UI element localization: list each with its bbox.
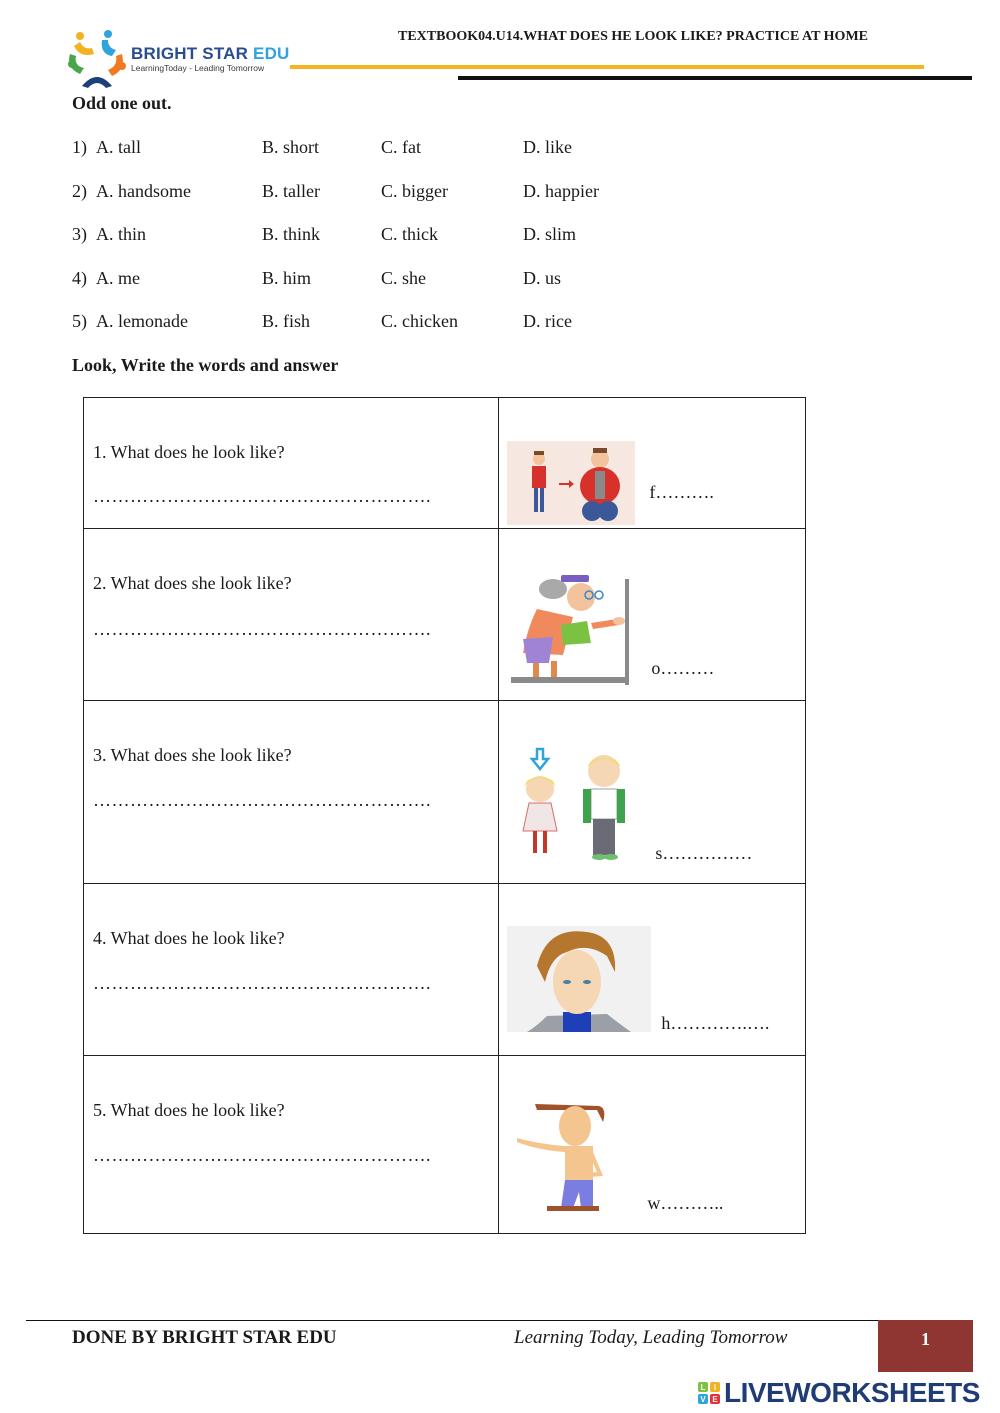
answer-line[interactable]: ………………………………………………. <box>93 790 431 810</box>
option-b[interactable]: B. fish <box>262 311 311 331</box>
footer-motto: Learning Today, Leading Tomorrow <box>514 1327 788 1348</box>
badge-letter: I <box>710 1382 720 1392</box>
table-row <box>84 529 806 701</box>
option-d[interactable]: D. happier <box>523 181 599 201</box>
question-cell <box>84 529 499 701</box>
badge-letter: V <box>698 1394 708 1404</box>
brand-tagline: LearningToday - Leading Tomorrow <box>131 63 265 73</box>
thin-to-fat-man-picture <box>507 441 635 525</box>
question-number: 1) <box>72 137 87 157</box>
question-cell <box>84 398 499 529</box>
table-row <box>84 701 806 884</box>
option-d[interactable]: D. like <box>523 137 572 157</box>
table-row <box>84 884 806 1056</box>
odd-question-row <box>72 224 672 248</box>
brand-name <box>131 44 290 64</box>
odd-question-row <box>72 137 672 161</box>
brand-name-main: BRIGHT STAR <box>131 44 254 63</box>
look-write-table <box>83 397 806 1234</box>
option-b[interactable]: B. taller <box>262 181 320 201</box>
option-c[interactable]: C. she <box>381 268 426 288</box>
question-text: 1. What does he look like? <box>93 442 285 462</box>
option-c[interactable]: C. fat <box>381 137 421 157</box>
footer-credit: DONE BY BRIGHT STAR EDU <box>72 1327 337 1348</box>
question-text: 2. What does she look like? <box>93 573 292 593</box>
question-number: 2) <box>72 181 87 201</box>
picture-cell <box>499 1056 806 1234</box>
table-row <box>84 1056 806 1234</box>
section-title-look-write: Look, Write the words and answer <box>72 355 339 375</box>
live-badge-icon <box>698 1382 720 1404</box>
handsome-man-picture <box>507 926 651 1032</box>
footer-rule <box>26 1320 878 1321</box>
badge-letter: L <box>698 1382 708 1392</box>
answer-line[interactable]: ………………………………………………. <box>93 1145 431 1165</box>
hint-word[interactable]: s…………… <box>655 843 753 863</box>
question-number: 3) <box>72 224 87 244</box>
document-title: TEXTBOOK04.U14.WHAT DOES HE LOOK LIKE? PRACTICE AT HOME <box>398 29 868 44</box>
question-text: 5. What does he look like? <box>93 1100 285 1120</box>
option-c[interactable]: C. thick <box>381 224 438 244</box>
odd-question-row <box>72 181 672 205</box>
bright-star-logo-icon <box>66 28 128 90</box>
question-cell <box>84 1056 499 1234</box>
question-cell <box>84 884 499 1056</box>
picture-cell <box>499 398 806 529</box>
option-b[interactable]: B. think <box>262 224 321 244</box>
option-a[interactable]: A. me <box>96 268 140 288</box>
liveworksheets-watermark[interactable] <box>698 1378 980 1408</box>
option-b[interactable]: B. him <box>262 268 312 288</box>
answer-line[interactable]: ………………………………………………. <box>93 973 431 993</box>
header-rule-black <box>458 76 972 80</box>
old-woman-picture <box>507 569 631 685</box>
picture-cell <box>499 701 806 884</box>
odd-question-row <box>72 268 672 292</box>
brand-name-accent: EDU <box>253 44 290 63</box>
option-a[interactable]: A. handsome <box>96 181 191 201</box>
header-rule-yellow <box>290 65 924 69</box>
option-d[interactable]: D. rice <box>523 311 572 331</box>
question-text: 3. What does she look like? <box>93 745 292 765</box>
odd-question-row <box>72 311 672 335</box>
option-b[interactable]: B. short <box>262 137 320 157</box>
badge-letter: E <box>710 1394 720 1404</box>
option-d[interactable]: D. us <box>523 268 562 288</box>
option-a[interactable]: A. tall <box>96 137 141 157</box>
hint-word[interactable]: w……….. <box>647 1193 724 1213</box>
weak-thin-man-picture <box>507 1096 623 1212</box>
option-d[interactable]: D. slim <box>523 224 577 244</box>
hint-word[interactable]: h………….…. <box>661 1013 770 1033</box>
page-number-badge: 1 <box>878 1320 973 1372</box>
answer-line[interactable]: ………………………………………………. <box>93 486 431 506</box>
hint-word[interactable]: f………. <box>649 482 714 502</box>
answer-line[interactable]: ………………………………………………. <box>93 619 431 639</box>
option-c[interactable]: C. bigger <box>381 181 448 201</box>
question-number: 5) <box>72 311 87 331</box>
option-a[interactable]: A. thin <box>96 224 147 244</box>
section-title-odd-one-out: Odd one out. <box>72 93 172 113</box>
table-row <box>84 398 806 529</box>
watermark-text: LIVEWORKSHEETS <box>724 1377 980 1408</box>
picture-cell <box>499 529 806 701</box>
question-cell <box>84 701 499 884</box>
hint-word[interactable]: o……… <box>651 658 715 678</box>
option-a[interactable]: A. lemonade <box>96 311 188 331</box>
picture-cell <box>499 884 806 1056</box>
option-c[interactable]: C. chicken <box>381 311 458 331</box>
question-number: 4) <box>72 268 87 288</box>
question-text: 4. What does he look like? <box>93 928 285 948</box>
short-girl-tall-boy-picture <box>507 747 647 863</box>
